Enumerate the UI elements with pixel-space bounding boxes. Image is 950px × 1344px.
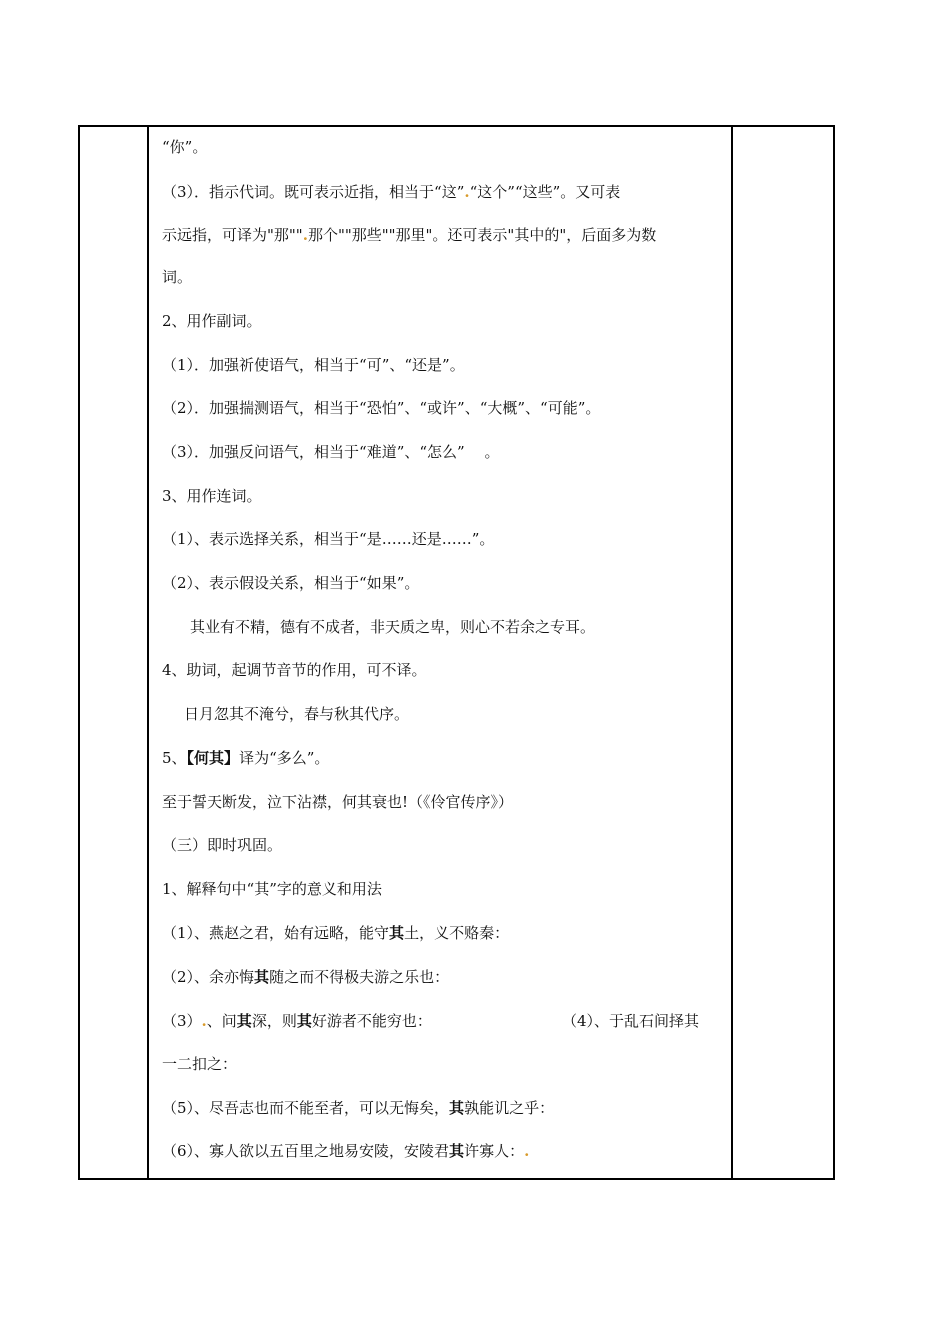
text-line: （2）．加强揣测语气，相当于“恐怕”、“或许”、“大概”、“可能”。 bbox=[162, 399, 601, 417]
text-line: “你”。 bbox=[162, 138, 208, 156]
text-segment: （3） bbox=[162, 1012, 202, 1030]
text-segment: （1）、燕赵之君，始有远略，能守 bbox=[162, 924, 390, 942]
text-segment: “这个”“这些”。又可表 bbox=[469, 183, 621, 201]
text-line: 4、助词，起调节音节的作用，可不译。 bbox=[162, 661, 427, 679]
text-line: （4）、于乱石间择其 bbox=[562, 1012, 700, 1030]
text-line: 一二扣之： bbox=[162, 1055, 238, 1073]
text-line: 至于誓天断发，泣下沾襟，何其衰也!（《伶官传序》） bbox=[162, 793, 514, 811]
text-line bbox=[162, 1141, 529, 1161]
text-line: 1、解释句中“其”字的意义和用法 bbox=[162, 880, 382, 898]
text-line: 日月忽其不淹兮，春与秋其代序。 bbox=[184, 705, 410, 723]
text-line: （3）．加强反问语气，相当于“难道”、“怎么” 。 bbox=[162, 443, 500, 461]
text-segment: 深，则 bbox=[251, 1012, 297, 1030]
text-segment: 许寡人： bbox=[464, 1142, 525, 1160]
text-segment: 示远指，可译为"那"" bbox=[162, 226, 303, 244]
text-segment: 好游者不能穷也： bbox=[311, 1012, 432, 1030]
table-right-column-divider bbox=[731, 127, 733, 1178]
text-segment: （2）、余亦悔 bbox=[162, 968, 255, 986]
text-line bbox=[162, 967, 449, 987]
text-segment: （5）、尽吾志也而不能至者，可以无悔矣， bbox=[162, 1099, 450, 1117]
text-line bbox=[162, 1011, 432, 1031]
bold-term: 其 bbox=[296, 1012, 312, 1030]
bold-term: 其 bbox=[254, 968, 270, 986]
text-segment: 孰能讥之乎： bbox=[464, 1099, 555, 1117]
text-line: 2、用作副词。 bbox=[162, 312, 262, 330]
text-segment: 5、 bbox=[162, 749, 187, 767]
content-table bbox=[78, 125, 835, 1180]
highlight-mark: . bbox=[464, 183, 470, 201]
text-segment: 译为“多么”。 bbox=[239, 749, 330, 767]
text-line: （1）、表示选择关系，相当于“是……还是……”。 bbox=[162, 530, 495, 548]
text-segment: 那个""那些""那里"。还可表示"其中的"，后面多为数 bbox=[307, 226, 657, 244]
text-line: 词。 bbox=[162, 268, 193, 286]
text-segment: 土，义不赂秦： bbox=[404, 924, 510, 942]
bold-term: 【何其】 bbox=[186, 749, 240, 767]
highlight-mark: . bbox=[201, 1012, 207, 1030]
highlight-mark: . bbox=[524, 1142, 530, 1160]
text-line: （1）．加强祈使语气，相当于“可”、“还是”。 bbox=[162, 356, 465, 374]
text-line: 3、用作连词。 bbox=[162, 487, 262, 505]
highlight-mark: . bbox=[302, 226, 308, 244]
text-segment: 、问 bbox=[206, 1012, 237, 1030]
bold-term: 其 bbox=[449, 1142, 465, 1160]
text-segment: （3）．指示代词。既可表示近指，相当于“这” bbox=[162, 183, 465, 201]
bold-term: 其 bbox=[449, 1099, 465, 1117]
text-line bbox=[162, 1098, 554, 1118]
text-line: （三）即时巩固。 bbox=[162, 836, 283, 854]
text-segment: 随之而不得极夫游之乐也： bbox=[269, 968, 450, 986]
text-line bbox=[162, 225, 656, 245]
table-left-column-divider bbox=[147, 127, 149, 1178]
text-line: （2）、表示假设关系，相当于“如果”。 bbox=[162, 574, 420, 592]
bold-term: 其 bbox=[236, 1012, 252, 1030]
text-segment: （6）、寡人欲以五百里之地易安陵，安陵君 bbox=[162, 1142, 450, 1160]
text-line bbox=[162, 748, 329, 768]
bold-term: 其 bbox=[389, 924, 405, 942]
text-line bbox=[162, 923, 509, 943]
text-line bbox=[162, 182, 620, 202]
text-line: 其业有不精，德有不成者，非天质之卑，则心不若余之专耳。 bbox=[190, 618, 596, 636]
